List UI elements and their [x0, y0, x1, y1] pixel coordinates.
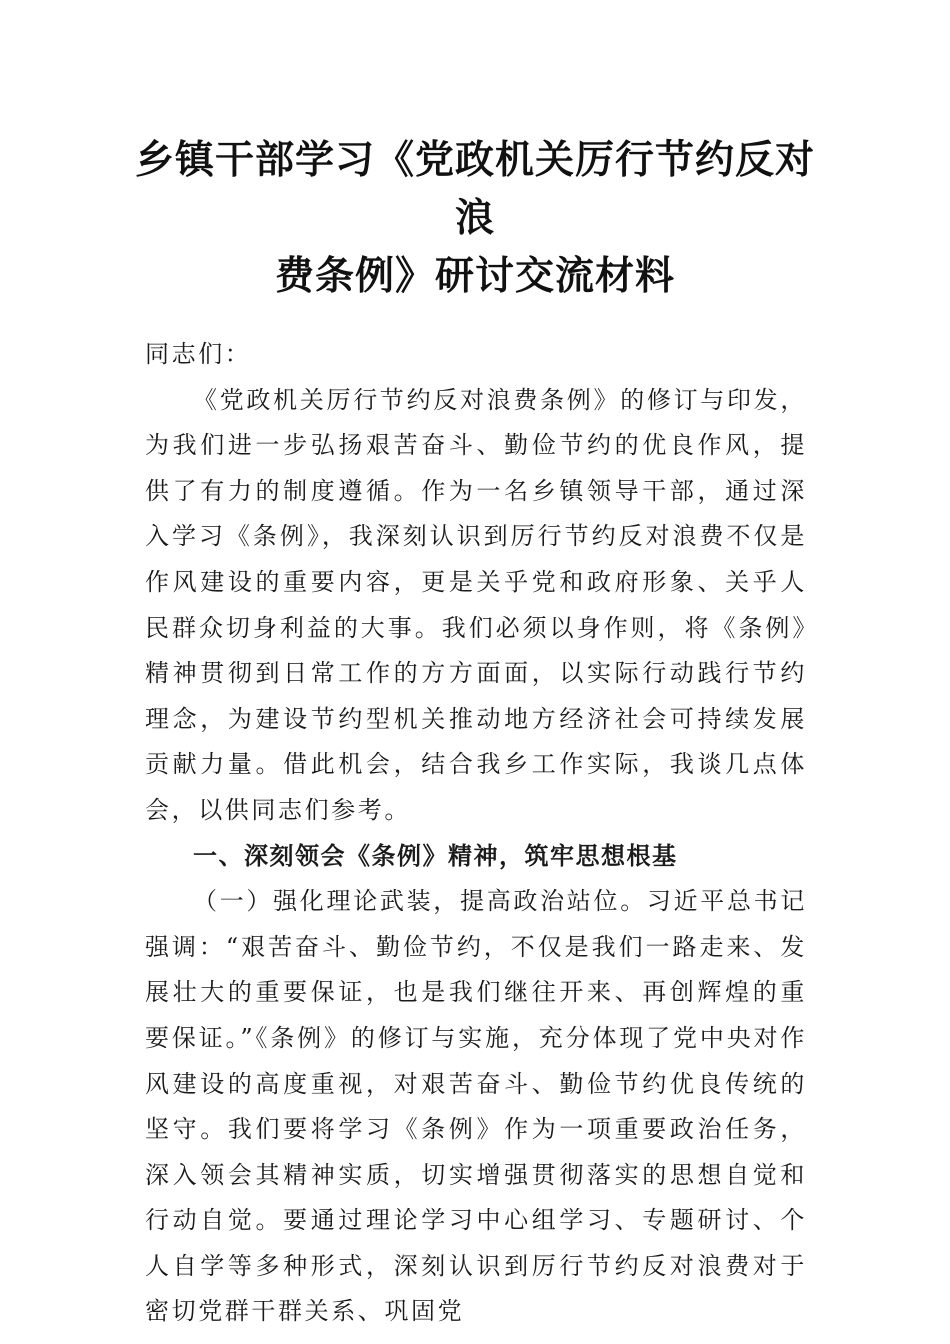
section-1-paragraph-1: （一）强化理论武装，提高政治站位。习近平总书记强调：“艰苦奋斗、勤俭节约，不仅是我们一路走来、发展壮大的重要保证，也是我们继往开来、再创辉煌的重要保证。”《条例》的修订与实施，充分体现了党中央对作风建设的高度重视，对艰苦奋斗、勤俭节约优良传统的坚守。我们要将学习《条例》作为一项重要政治任务，深入领会其精神实质，切实增强贯彻落实的思想自觉和行动自觉。要通过理论学习中心组学习、专题研讨、个人自学等多种形式，深刻认识到厉行节约反对浪费对于密切党群干群关系、巩固党	[145, 887, 807, 1326]
title-line-2: 费条例》研讨交流材料	[274, 254, 675, 299]
document-title	[120, 132, 830, 306]
section-heading-1: 一、深刻领会《条例》精神，筑牢思想根基	[193, 841, 678, 870]
title-line-1: 乡镇干部学习《党政机关厉行节约反对浪	[134, 138, 815, 241]
salutation: 同志们：	[145, 340, 252, 368]
intro-paragraph: 《党政机关厉行节约反对浪费条例》的修订与印发，为我们进一步弘扬艰苦奋斗、勤俭节约的优良作风，提供了有力的制度遵循。作为一名乡镇领导干部，通过深入学习《条例》，我深刻认识到厉行节约反对浪费不仅是作风建设的重要内容，更是关乎党和政府形象、关乎人民群众切身利益的大事。我们必须以身作则，将《条例》精神贯彻到日常工作的方方面面，以实际行动践行节约理念，为建设节约型机关推动地方经济社会可持续发展贡献力量。借此机会，结合我乡工作实际，我谈几点体会，以供同志们参考。	[145, 385, 807, 824]
document-body	[145, 332, 807, 1335]
